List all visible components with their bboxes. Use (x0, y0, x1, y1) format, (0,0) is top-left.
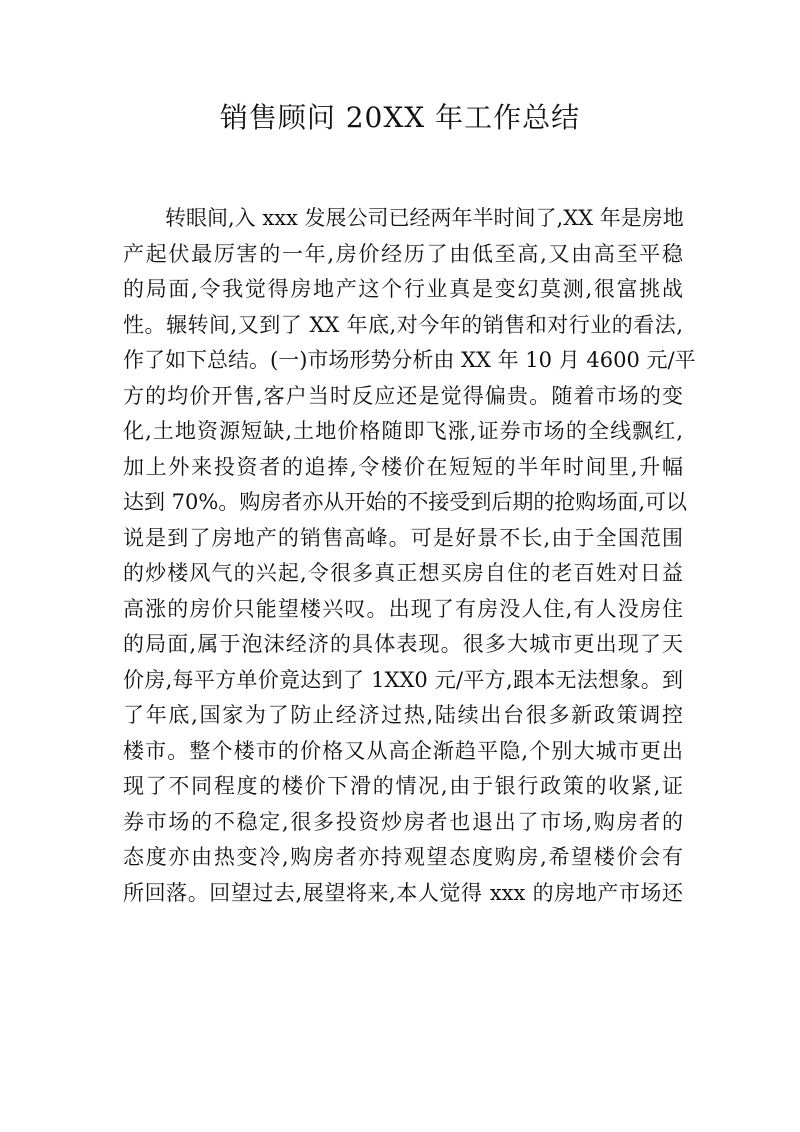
paragraph-line: 产起伏最厉害的一年,房价经历了由低至高,又由高至平稳 (123, 241, 683, 266)
paragraph-line: 达到 70%。购房者亦从开始的不接受到后期的抢购场面,可以 (123, 490, 688, 514)
paragraph-line: 的局面,令我觉得房地产这个行业真是变幻莫测,很富挑战 (123, 277, 683, 301)
paragraph-line: 性。辗转间,又到了 XX 年底,对今年的销售和对行业的看法, (123, 312, 683, 337)
paragraph-line: 转眼间,入 xxx 发展公司已经两年半时间了,XX 年是房地 (165, 206, 684, 230)
paragraph-line: 的炒楼风气的兴起,令很多真正想买房自住的老百姓对日益 (123, 561, 683, 585)
paragraph-line: 高涨的房价只能望楼兴叹。出现了有房没人住,有人没房住 (123, 596, 683, 621)
paragraph-line: 的局面,属于泡沫经济的具体表现。很多大城市更出现了天 (123, 632, 683, 656)
paragraph-line: 态度亦由热变冷,购房者亦持观望态度购房,希望楼价会有 (123, 845, 683, 869)
paragraph-line: 了年底,国家为了防止经济过热,陆续出台很多新政策调控 (123, 703, 683, 727)
paragraph-line: 价房,每平方单价竟达到了 1XX0 元/平方,跟本无法想象。到 (123, 667, 683, 692)
paragraph-line: 化,土地资源短缺,土地价格随即飞涨,证券市场的全线飘红, (123, 419, 683, 443)
document-title: 销售顾问 20XX 年工作总结 (219, 101, 581, 134)
paragraph-line: 楼市。整个楼市的价格又从高企渐趋平隐,个别大城市更出 (123, 738, 683, 763)
body-paragraph (123, 201, 696, 911)
paragraph-line: 说是到了房地产的销售高峰。可是好景不长,由于全国范围 (123, 525, 683, 550)
paragraph-line: 方的均价开售,客户当时反应还是觉得偏贵。随着市场的变 (123, 383, 683, 408)
paragraph-line: 加上外来投资者的追捧,令楼价在短短的半年时间里,升幅 (123, 454, 683, 479)
paragraph-line: 现了不同程度的楼价下滑的情况,由于银行政策的收紧,证 (123, 774, 683, 798)
paragraph-line: 券市场的不稳定,很多投资炒房者也退出了市场,购房者的 (123, 809, 683, 834)
paragraph-line: 所回落。回望过去,展望将来,本人觉得 xxx 的房地产市场还 (123, 880, 683, 905)
paragraph-line: 作了如下总结。(一)市场形势分析由 XX 年 10 月 4600 元/平 (123, 348, 696, 372)
